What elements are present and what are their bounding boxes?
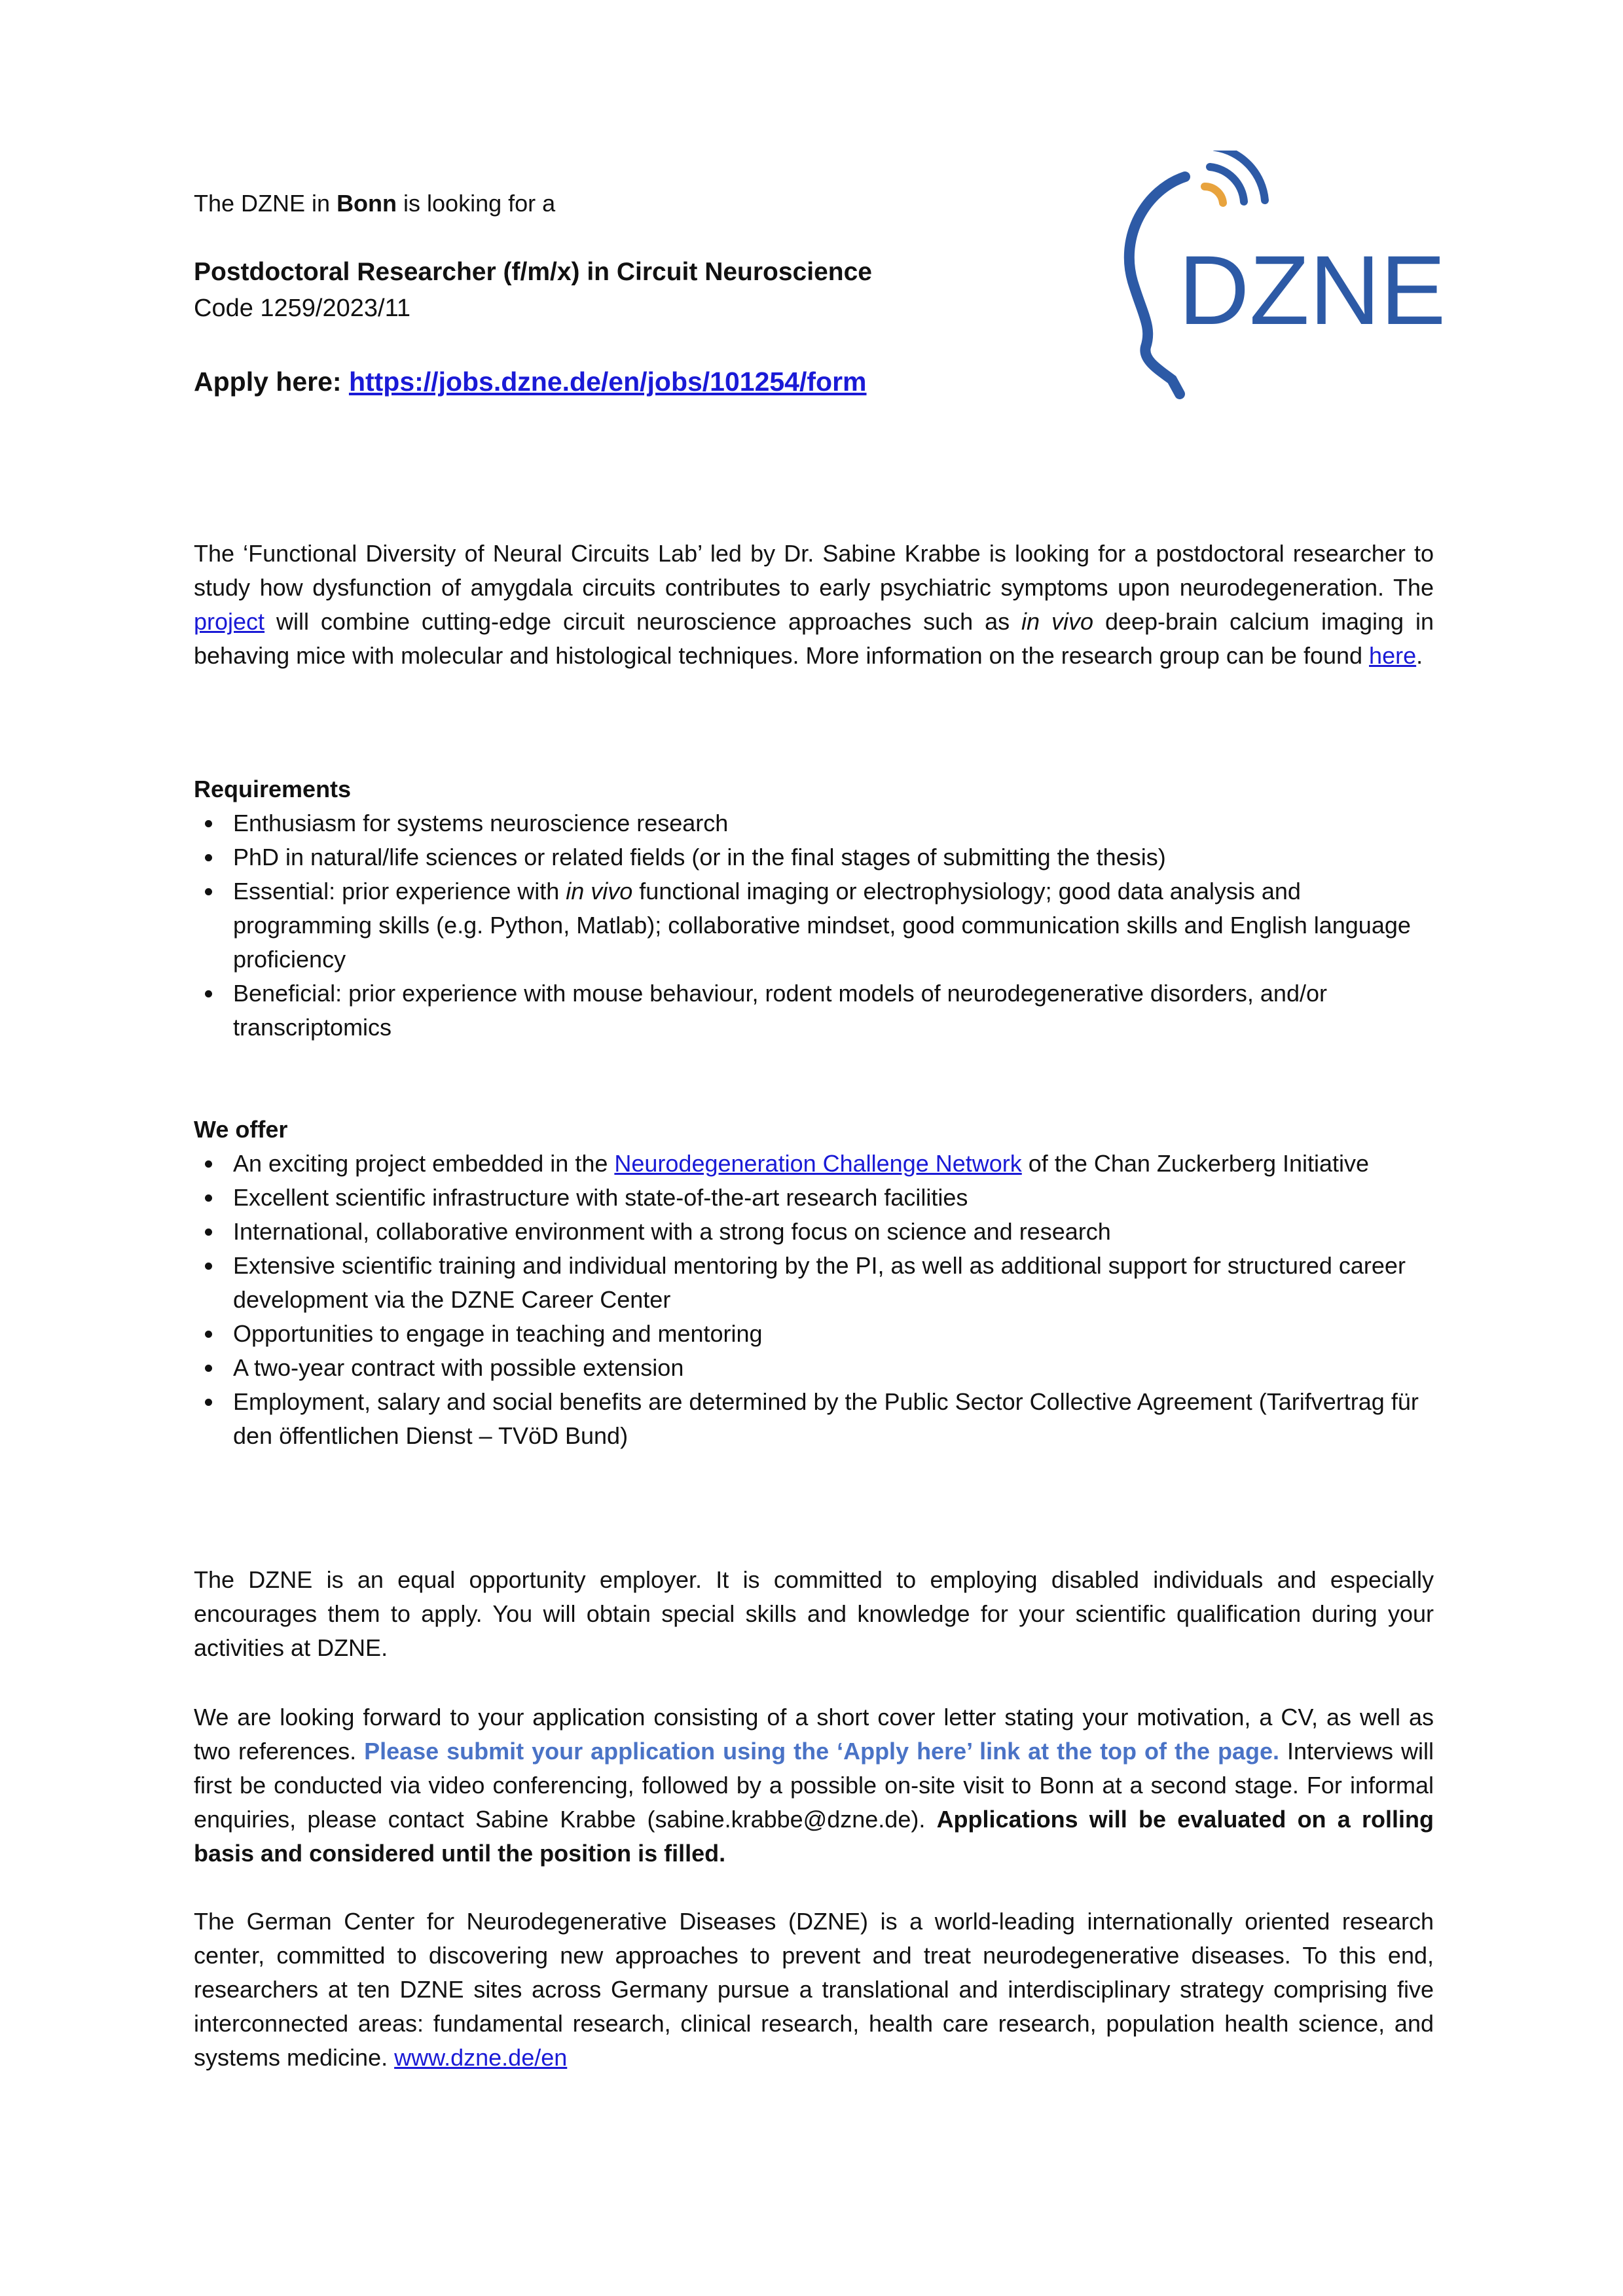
list-item: International, collaborative environment with a strong focus on science and research (194, 1215, 1434, 1249)
position-title: Postdoctoral Researcher (f/m/x) in Circuit Neuroscience (194, 258, 872, 286)
intro-city: Bonn (337, 190, 397, 217)
dzne-logo (1106, 151, 1447, 399)
requirements-heading: Requirements (194, 776, 352, 802)
list-item: Opportunities to engage in teaching and mentoring (194, 1317, 1434, 1351)
list-item: Essential: prior experience with in vivo functional imaging or electrophysiology; good data analysis and programming skills (e.g. Python, Matlab); collaborative mindset, good communication skills and English language proficiency (194, 874, 1434, 977)
logo-text: DZNE (1178, 235, 1446, 345)
offer-list (194, 1147, 1434, 1453)
research-group-link[interactable]: here (1369, 642, 1417, 669)
offer-heading: We offer (194, 1116, 288, 1143)
dzne-website-link[interactable]: www.dzne.de/en (394, 2044, 568, 2071)
list-item: Beneficial: prior experience with mouse behaviour, rodent models of neurodegenerative disorders, and/or transcriptomics (194, 977, 1434, 1045)
intro-prefix: The DZNE in (194, 190, 337, 217)
list-item: A two-year contract with possible extension (194, 1351, 1434, 1385)
list-item: PhD in natural/life sciences or related fields (or in the final stages of submitting the thesis) (194, 840, 1434, 874)
list-item: An exciting project embedded in the Neurodegeneration Challenge Network of the Chan Zuckerberg Initiative (194, 1147, 1434, 1181)
intro-suffix: is looking for a (397, 190, 556, 217)
list-item: Extensive scientific training and individual mentoring by the PI, as well as additional support for structured career development via the DZNE Career Center (194, 1249, 1434, 1317)
application-paragraph: We are looking forward to your application consisting of a short cover letter stating your motivation, a CV, as well as two references. Please submit your application using the ‘Apply here’ link at the top of the page. Interviews will first be conducted via video conferencing, followed by a possible on-site visit to Bonn at a second stage. For informal enquiries, please contact Sabine Krabbe (sabine.krabbe@dzne.de). Applications will be evaluated on a rolling basis and considered until the position is filled. (194, 1704, 1434, 1867)
list-item: Enthusiasm for systems neuroscience research (194, 806, 1434, 840)
about-paragraph: The German Center for Neurodegenerative Diseases (DZNE) is a world-leading internationally oriented research center, committed to discovering new approaches to prevent and treat neurodegenerative diseases. To this end, researchers at ten DZNE sites across Germany pursue a translational and interdisciplinary strategy comprising five interconnected areas: fundamental research, clinical research, health care research, population health science, and systems medicine. www.dzne.de/en (194, 1908, 1434, 2071)
requirements-list (194, 806, 1434, 1045)
apply-instruction: Please submit your application using the ‘Apply here’ link at the top of the page. (364, 1738, 1279, 1765)
position-code: Code 1259/2023/11 (194, 295, 411, 322)
ndcn-link[interactable]: Neurodegeneration Challenge Network (614, 1150, 1022, 1177)
project-link[interactable]: project (194, 608, 265, 635)
apply-line (194, 367, 867, 397)
equal-opportunity-paragraph: The DZNE is an equal opportunity employer. It is committed to employing disabled individuals and especially encourages them to apply. You will obtain special skills and knowledge for your scientific qualification during your activities at DZNE. (194, 1566, 1434, 1661)
apply-label: Apply here: (194, 367, 349, 397)
list-item: Employment, salary and social benefits are determined by the Public Sector Collective Agreement (Tarifvertrag für den öffentlichen Dienst – TVöD Bund) (194, 1385, 1434, 1453)
intro-line (194, 187, 555, 221)
description-paragraph: The ‘Functional Diversity of Neural Circuits Lab’ led by Dr. Sabine Krabbe is looking for a postdoctoral researcher to study how dysfunction of amygdala circuits contributes to early psychiatric symptoms upon neurodegeneration. The project will combine cutting-edge circuit neuroscience approaches such as in vivo deep-brain calcium imaging in behaving mice with molecular and histological techniques. More information on the research group can be found here. (194, 540, 1434, 669)
apply-link[interactable]: https://jobs.dzne.de/en/jobs/101254/form (348, 367, 867, 397)
list-item: Excellent scientific infrastructure with state-of-the-art research facilities (194, 1181, 1434, 1215)
